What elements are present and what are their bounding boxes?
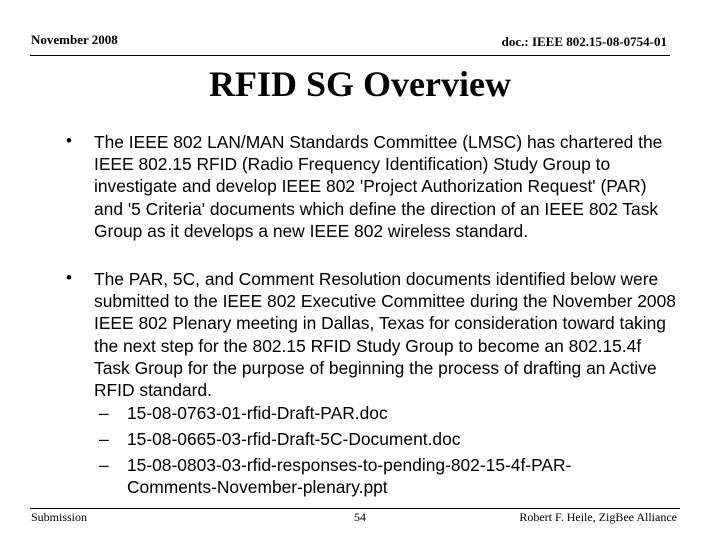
sub-item-5c-doc: 15-08-0665-03-rfid-Draft-5C-Document.doc	[127, 429, 461, 449]
header-date: November 2008	[31, 32, 118, 47]
bullet-text-documents-submitted: The PAR, 5C, and Comment Resolution documents identified below were submitted to the IEEE 802 Executive Committee during the November 2008 IEEE 802 Plenary meeting in Dallas, Texas for consideration toward taking the next step for the 802.15 RFID Study Group to become an 802.15.4f Task Group for the purpose of beginning the process of drafting an Active RFID standard.	[94, 269, 676, 401]
footer-author: Robert F. Heile, ZigBee Alliance	[519, 510, 677, 524]
sub-item-comment-resolution-ppt: 15-08-0803-03-rfid-responses-to-pending-802-15-4f-PAR-Comments-November-plenary.ppt	[127, 455, 572, 498]
slide-title: RFID SG Overview	[209, 64, 511, 104]
header-document-id: doc.: IEEE 802.15-08-0754-01	[501, 34, 667, 49]
footer-submission: Submission	[31, 510, 88, 524]
bullet-marker: •	[66, 268, 72, 287]
sub-item-par-doc: 15-08-0763-01-rfid-Draft-PAR.doc	[127, 403, 388, 423]
page-number: 54	[354, 510, 366, 524]
footer-divider	[30, 508, 680, 509]
bullet-marker: •	[66, 131, 72, 150]
sub-item-marker: –	[99, 429, 109, 449]
sub-item-marker: –	[99, 455, 109, 475]
sub-item-marker: –	[99, 403, 109, 423]
header-divider	[30, 55, 670, 56]
bullet-text-lmsc-charter: The IEEE 802 LAN/MAN Standards Committee (LMSC) has chartered the IEEE 802.15 RFID (Radio Frequency Identification) Study Group to investigate and develop IEEE 802 'Project Authorization Request' (PAR) and '5 Criteria' documents which define the direction of an IEEE 802 Task Group as it develops a new IEEE 802 wireless standard.	[94, 132, 663, 241]
